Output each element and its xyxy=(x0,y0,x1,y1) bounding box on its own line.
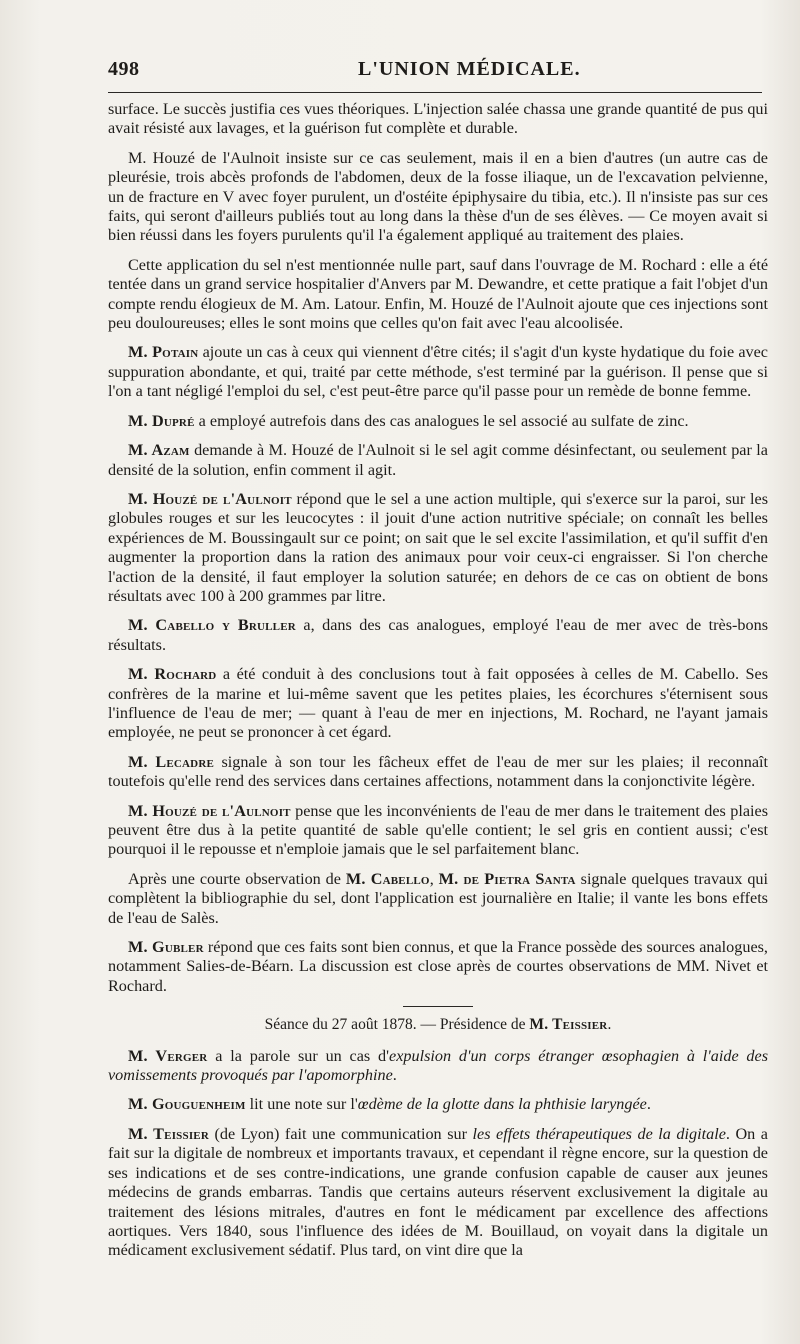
speaker-name: M. Houzé de l'Aulnoit xyxy=(128,148,280,167)
paragraph: M. Rochard a été conduit à des conclusions tout à fait opposées à celles de M. Cabello. Ses confrères de la marine et lui-même savent que les petites plaies, les écorchures s'éternisent sous l'influence de l'eau de mer; — quant à l'eau de mer en injections, M. Rochard, ne l'ayant jamais employée, ne peut se prononcer à cet égard. xyxy=(108,665,769,742)
speaker-name: M. Dupré xyxy=(128,411,195,430)
header-rule xyxy=(108,92,762,93)
paragraph: M. Houzé de l'Aulnoit insiste sur ce cas seulement, mais il en a bien d'autres (un autre cas de pleurésie, trois abcès profonds de l'abdomen, deux de la fosse iliaque, un de l'excavation pelvienne, un de fracture en V avec foyer purulent, un d'ostéite épiphysaire du tibia, etc.). Il n'insiste pas sur ces faits, qui seront d'ailleurs publiés tout au long dans la thèse d'un de ses élèves. — Ce moyen avait si bien réussi dans les foyers purulents qu'il l'a également appliqué au traitement des plaies. xyxy=(108,148,768,245)
page-number: 498 xyxy=(108,58,140,80)
paragraph: Après une courte observation de M. Cabello, M. de Pietra Santa signale quelques travaux qui complètent la bibliographie du sel, dont l'application est journalière en Italie; il vante les bons effets de l'eau de Salès. xyxy=(108,869,769,927)
paragraph: surface. Le succès justifia ces vues théoriques. L'injection salée chassa une grande quantité de pus qui avait résisté aux lavages, et la guérison fut complète et durable. xyxy=(108,100,768,138)
paragraph: M. Gubler répond que ces faits sont bien connus, et que la France possède des sources analogues, notamment Salies-de-Béarn. La discussion est close après de courtes observations de MM. Nivet et Rochard. xyxy=(108,938,768,995)
speaker-name: M. Cabello xyxy=(345,869,430,888)
speaker-name: M. Rochard xyxy=(128,665,217,684)
speaker-name: M. Azam xyxy=(128,441,190,460)
article-body xyxy=(108,100,768,1271)
speaker-name: M. Houzé de l'Aulnoit xyxy=(128,801,291,820)
speaker-name: M. Potain xyxy=(128,343,199,362)
section-separator xyxy=(403,1006,473,1007)
speaker-name: M. Verger xyxy=(128,1046,208,1065)
paragraph: M. Teissier (de Lyon) fait une communication sur les effets thérapeutiques de la digitale. On a fait sur la digitale de nombreux et importants travaux, et cependant il règne encore, sur la question de ses indications et de ses contre-indications, une grande confusion capable de causer aux jeunes médecins de grands embarras. Tandis que certains auteurs réservent exclusivement la digitale au traitement des lésions mitrales, d'autres en font le médicament par excellence des affections aortiques. Vers 1840, sous l'influence des idées de M. Bouillaud, on voyait dans la digitale un médicament exclusivement sédatif. Plus tard, on vint dire que la xyxy=(108,1124,768,1260)
running-title: L'UNION MÉDICALE. xyxy=(358,58,581,80)
speaker-name: M. Gouguenheim xyxy=(128,1095,246,1114)
speaker-name: M. Gubler xyxy=(128,938,204,957)
paragraph: M. Gouguenheim lit une note sur l'œdème de la glotte dans la phthisie laryngée. xyxy=(128,1095,651,1114)
paragraph: M. Potain ajoute un cas à ceux qui viennent d'être cités; il s'agit d'un kyste hydatique du foie avec suppuration abondante, et qui, traité par cette méthode, s'est terminé par la guérison. Il pense que si l'on a tant négligé l'emploi du sel, c'est peut-être parce qu'il passe pour un remède de bonne femme. xyxy=(108,343,768,401)
paragraph: M. Azam demande à M. Houzé de l'Aulnoit si le sel agit comme désinfectant, ou seulement par la densité de la solution, enfin comment il agit. xyxy=(108,441,768,479)
page-header xyxy=(108,58,760,86)
paragraph: M. Lecadre signale à son tour les fâcheux effet de l'eau de mer sur les plaies; il reconnaît toutefois qu'elle rend des services dans certaines affections, notamment dans la conjonctivite légère. xyxy=(108,752,769,791)
speaker-name: M. Teissier xyxy=(529,1016,608,1034)
paragraph: M. Houzé de l'Aulnoit pense que les inconvénients de l'eau de mer dans le traitement des plaies peuvent être dus à la petite quantité de sable qu'elle contient; le sel gris en contient aussi; c'est pourquoi il le repousse et n'emploie jamais que le sel parfaitement blanc. xyxy=(108,801,769,859)
paragraph: M. Cabello y Bruller a, dans des cas analogues, employé l'eau de mer avec de très-bons résultats. xyxy=(108,616,768,654)
paragraph: M. Houzé de l'Aulnoit répond que le sel a une action multiple, qui s'exerce sur la paroi, sur les globules rouges et sur les leucocytes : il jouit d'une action nutritive spéciale; on connaît les belles expériences de M. Boussingault sur ce point; on sait que le sel excite l'assimilation, et qu'il suffit d'en augmenter la proportion dans la ration des animaux pour voir ceux-ci engraisser. Si l'on cherche l'action de la densité, il faut employer la solution saturée; en dehors de ce cas on obtient de bons résultats avec 100 à 200 grammes par litre. xyxy=(108,489,769,605)
speaker-name: M. Houzé de l'Aulnoit xyxy=(128,489,292,508)
session-heading: Séance du 27 août 1878. — Présidence de M. Teissier. xyxy=(264,1016,612,1034)
speaker-name: M. de Pietra Santa xyxy=(438,869,576,888)
speaker-name: M. Cabello y Bruller xyxy=(128,616,296,635)
paragraph: M. Dupré a employé autrefois dans des cas analogues le sel associé au sulfate de zinc. xyxy=(128,411,689,430)
paragraph: M. Verger a la parole sur un cas d'expulsion d'un corps étranger œsophagien à l'aide des vomissements provoqués par l'apomorphine. xyxy=(108,1046,769,1085)
paragraph: Cette application du sel n'est mentionnée nulle part, sauf dans l'ouvrage de M. Rochard : elle a été tentée dans un grand service hospitalier d'Anvers par M. Dewandre, et cette pratique a fait l'objet d'un compte rendu élogieux de M. Am. Latour. Enfin, M. Houzé de l'Aulnoit ajoute que ces injections sont peu douloureuses; elles le sont moins que celles qu'on fait avec l'eau alcoolisée. xyxy=(108,255,768,333)
speaker-name: M. Teissier xyxy=(128,1124,209,1143)
speaker-name: M. Lecadre xyxy=(128,752,215,771)
